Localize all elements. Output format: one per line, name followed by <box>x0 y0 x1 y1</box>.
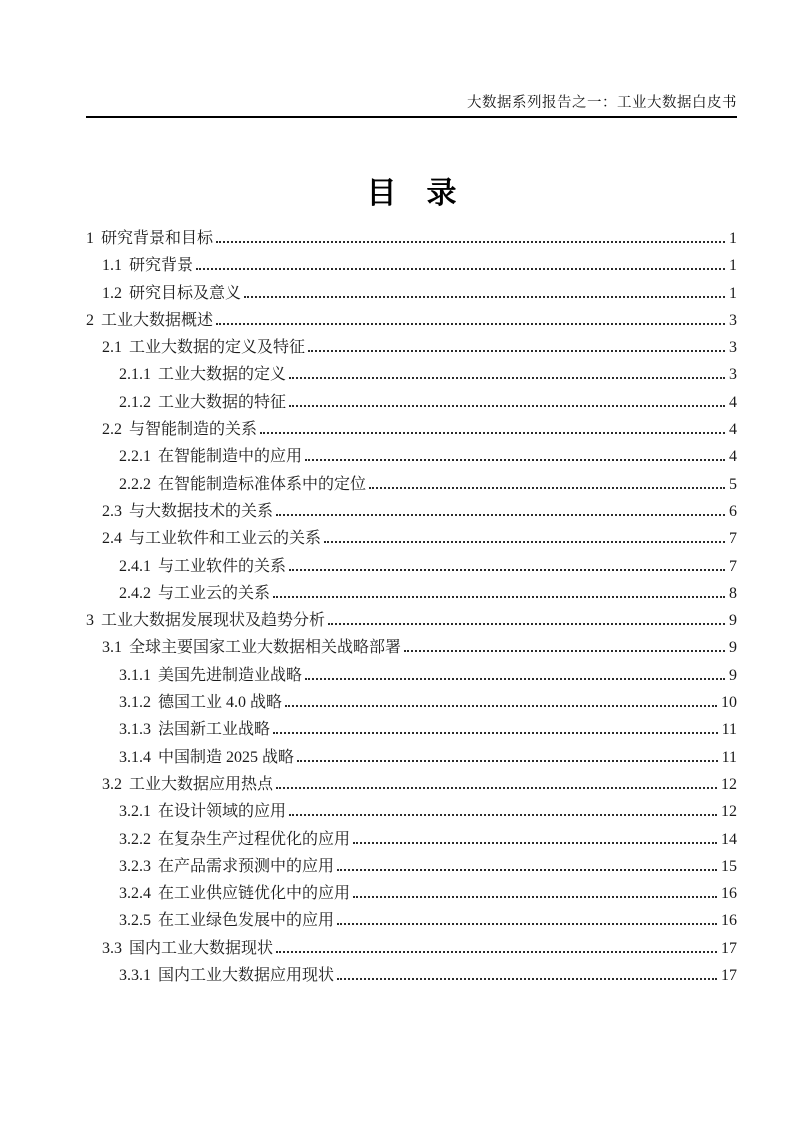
dot-leader <box>328 623 725 625</box>
toc-entry-number: 2.2.2 <box>119 475 151 493</box>
toc-entry-number: 1.1 <box>102 257 122 275</box>
toc-entry[interactable] <box>86 580 737 607</box>
toc-entry[interactable] <box>86 498 737 525</box>
toc-entry-title: 在复杂生产过程优化的应用 <box>158 830 351 848</box>
dot-leader <box>353 842 717 844</box>
toc-entry-number: 3.2.2 <box>119 830 151 848</box>
dot-leader <box>276 787 717 789</box>
toc-entry-number: 2.1.2 <box>119 393 151 411</box>
dot-leader <box>260 432 725 434</box>
toc-entry-page: 4 <box>729 448 737 466</box>
toc-entry-title: 在智能制造标准体系中的定位 <box>158 475 367 493</box>
toc-entry-page: 3 <box>729 339 737 357</box>
toc-entry-page: 3 <box>729 311 737 329</box>
toc-entry-title: 中国制造 2025 战略 <box>158 748 295 766</box>
toc-entry-number: 2.4.2 <box>119 584 151 602</box>
dot-leader <box>353 896 717 898</box>
dot-leader <box>273 596 725 598</box>
toc-entry[interactable] <box>86 826 737 853</box>
dot-leader <box>216 241 725 243</box>
toc-entry-page: 11 <box>721 721 737 739</box>
toc-entry-number: 2.4.1 <box>119 557 151 575</box>
toc-entry-number: 2.1.1 <box>119 366 151 384</box>
toc-entry-page: 11 <box>721 748 737 766</box>
header-rule <box>86 95 737 118</box>
toc-entry-title: 国内工业大数据现状 <box>129 939 274 957</box>
toc-entry-title: 国内工业大数据应用现状 <box>158 967 335 985</box>
toc-entry-number: 3.2.4 <box>119 885 151 903</box>
toc-entry[interactable] <box>86 662 737 689</box>
toc-entry-number: 3.1.1 <box>119 666 151 684</box>
toc-entry-title: 法国新工业战略 <box>158 721 271 739</box>
dot-leader <box>324 541 725 543</box>
toc-entry-title: 在工业绿色发展中的应用 <box>158 912 335 930</box>
toc-entry-number: 3.2 <box>102 775 122 793</box>
toc-entry-title: 工业大数据的特征 <box>158 393 287 411</box>
toc-entry[interactable] <box>86 553 737 580</box>
toc-entry[interactable] <box>86 798 737 825</box>
dot-leader <box>305 678 725 680</box>
toc-entry-number: 1.2 <box>102 284 122 302</box>
dot-leader <box>369 487 725 489</box>
toc-entry[interactable] <box>86 280 737 307</box>
toc-entry-title: 在产品需求预测中的应用 <box>158 857 335 875</box>
toc-page-title: 目 录 <box>366 177 457 210</box>
dot-leader <box>289 377 725 379</box>
toc-entry[interactable] <box>86 853 737 880</box>
toc-entry-number: 2.1 <box>102 339 122 357</box>
toc-entry-number: 3.2.5 <box>119 912 151 930</box>
toc-entry-number: 2.2 <box>102 421 122 439</box>
dot-leader <box>244 296 725 298</box>
toc-entry-title: 与工业云的关系 <box>158 584 271 602</box>
toc-entry-page: 1 <box>729 284 737 302</box>
toc-entry-number: 3.1 <box>102 639 122 657</box>
toc-entry[interactable] <box>86 252 737 279</box>
toc-entry[interactable] <box>86 443 737 470</box>
toc-entry-page: 12 <box>721 775 737 793</box>
toc-entry-title: 研究目标及意义 <box>129 284 242 302</box>
toc-entry-title: 全球主要国家工业大数据相关战略部署 <box>129 639 402 657</box>
toc-list <box>86 225 737 989</box>
toc-entry[interactable] <box>86 744 737 771</box>
toc-entry-title: 研究背景和目标 <box>101 230 214 247</box>
toc-entry-number: 3.2.1 <box>119 803 151 821</box>
dot-leader <box>216 323 725 325</box>
toc-entry-page: 12 <box>721 803 737 821</box>
toc-entry[interactable] <box>86 361 737 388</box>
toc-entry-page: 14 <box>721 830 737 848</box>
toc-entry-title: 工业大数据的定义 <box>158 366 287 384</box>
toc-entry-page: 9 <box>729 639 737 657</box>
toc-entry-number: 3.3 <box>102 939 122 957</box>
toc-entry-page: 3 <box>729 366 737 384</box>
toc-entry[interactable] <box>86 689 737 716</box>
dot-leader <box>297 760 718 762</box>
toc-entry-number: 3.1.3 <box>119 721 151 739</box>
toc-entry-number: 2 <box>86 311 94 329</box>
toc-entry-page: 1 <box>729 257 737 275</box>
dot-leader <box>285 705 717 707</box>
toc-entry-page: 16 <box>721 885 737 903</box>
toc-entry-number: 2.4 <box>102 530 122 548</box>
dot-leader <box>305 459 725 461</box>
toc-entry[interactable] <box>86 716 737 743</box>
dot-leader <box>308 350 725 352</box>
toc-entry[interactable] <box>86 334 737 361</box>
toc-entry-title: 与大数据技术的关系 <box>129 502 274 520</box>
toc-entry[interactable] <box>86 416 737 443</box>
toc-entry[interactable] <box>86 880 737 907</box>
toc-entry-number: 3.1.2 <box>119 694 151 712</box>
toc-entry-number: 2.3 <box>102 502 122 520</box>
toc-entry-title: 与工业软件的关系 <box>158 557 287 575</box>
toc-entry[interactable] <box>86 634 737 661</box>
toc-entry-page: 4 <box>729 421 737 439</box>
dot-leader <box>289 569 725 571</box>
toc-entry-number: 3.2.3 <box>119 857 151 875</box>
dot-leader <box>289 814 717 816</box>
dot-leader <box>337 923 717 925</box>
dot-leader <box>289 405 725 407</box>
toc-entry-title: 工业大数据发展现状及趋势分析 <box>101 612 326 630</box>
dot-leader <box>196 268 725 270</box>
toc-entry-page: 7 <box>729 530 737 548</box>
toc-entry-number: 3 <box>86 612 94 630</box>
toc-entry-title: 与智能制造的关系 <box>129 421 258 439</box>
toc-entry-title: 在智能制造中的应用 <box>158 448 303 466</box>
toc-entry-number: 2.2.1 <box>119 448 151 466</box>
toc-entry-page: 8 <box>729 584 737 602</box>
toc-entry-page: 7 <box>729 557 737 575</box>
toc-entry-title: 美国先进制造业战略 <box>158 666 303 684</box>
dot-leader <box>404 650 725 652</box>
toc-entry-page: 6 <box>729 502 737 520</box>
toc-entry-number: 3.3.1 <box>119 967 151 985</box>
toc-entry[interactable] <box>86 525 737 552</box>
toc-entry-title: 工业大数据应用热点 <box>129 775 274 793</box>
toc-entry-page: 15 <box>721 857 737 875</box>
toc-entry-page: 9 <box>729 666 737 684</box>
toc-entry-title: 研究背景 <box>129 257 194 275</box>
toc-entry[interactable] <box>86 389 737 416</box>
toc-entry[interactable] <box>86 962 737 989</box>
toc-entry-page: 4 <box>729 393 737 411</box>
dot-leader <box>337 869 717 871</box>
toc-entry-title: 工业大数据概述 <box>101 311 214 329</box>
toc-entry-page: 1 <box>729 230 737 247</box>
toc-entry[interactable] <box>86 607 737 634</box>
toc-entry[interactable] <box>86 907 737 934</box>
toc-entry[interactable] <box>86 225 737 252</box>
toc-entry[interactable] <box>86 771 737 798</box>
toc-entry-title: 在工业供应链优化中的应用 <box>158 885 351 903</box>
toc-entry-number: 3.1.4 <box>119 748 151 766</box>
dot-leader <box>276 951 717 953</box>
toc-entry-page: 17 <box>721 939 737 957</box>
toc-entry-title: 与工业软件和工业云的关系 <box>129 530 322 548</box>
header-report-label: 大数据系列报告之一：工业大数据白皮书 <box>467 95 737 111</box>
toc-entry-title: 在设计领域的应用 <box>158 803 287 821</box>
dot-leader <box>273 732 718 734</box>
dot-leader <box>276 514 725 516</box>
toc-entry[interactable] <box>86 471 737 498</box>
toc-entry-page: 16 <box>721 912 737 930</box>
toc-entry-number: 1 <box>86 230 94 247</box>
toc-entry-page: 10 <box>721 694 737 712</box>
dot-leader <box>337 978 717 980</box>
toc-entry-title: 德国工业 4.0 战略 <box>158 694 283 712</box>
toc-entry-page: 17 <box>721 967 737 985</box>
toc-entry-title: 工业大数据的定义及特征 <box>129 339 306 357</box>
toc-entry-page: 9 <box>729 612 737 630</box>
page-header <box>86 0 737 118</box>
toc-entry[interactable] <box>86 307 737 334</box>
toc-entry[interactable] <box>86 935 737 962</box>
toc-entry-page: 5 <box>729 475 737 493</box>
